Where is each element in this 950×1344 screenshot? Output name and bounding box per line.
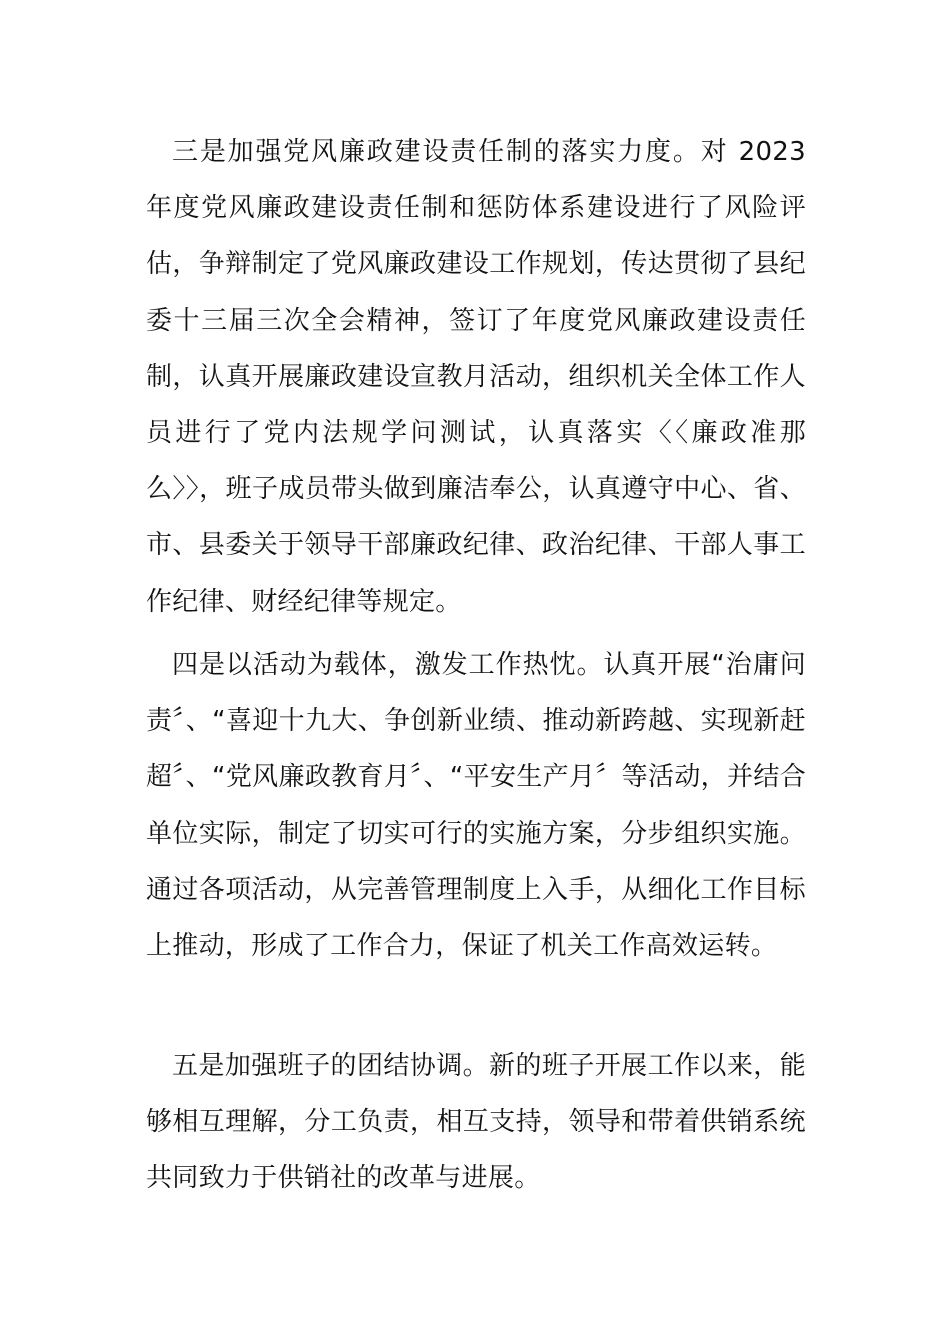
paragraph-team-unity: 五是加强班子的团结协调。新的班子开展工作以来，能够相互理解，分工负责，相互支持，领导和带着供销系统共同致力于供销社的改革与进展。: [146, 1051, 806, 1194]
paragraph-party-conduct: 三是加强党风廉政建设责任制的落实力度。对 2023 年度党风廉政建设责任制和惩防体系建设进行了风险评估，争辩制定了党风廉政建设工作规划，传达贯彻了县纪委十三届三次全会精神，签订了年度党风廉政建设责任制，认真开展廉政建设宣教月活动，组织机关全体工作人员进行了党内法规学问测试，认真落实〈〈廉政准那么〉〉，班子成员带头做到廉洁奉公，认真遵守中心、省、市、县委关于领导干部廉政纪律、政治纪律、干部人事工作纪律、财经纪律等规定。: [146, 137, 806, 617]
paragraph-activities: 四是以活动为载体，激发工作热忱。认真开展“治庸问责〞、“喜迎十九大、争创新业绩、推动新跨越、实现新赶超〞、“党风廉政教育月〞、“平安生产月〞等活动，并结合单位实际，制定了切实可行的实施方案，分步组织实施。通过各项活动，从完善管理制度上入手，从细化工作目标上推动，形成了工作合力，保证了机关工作高效运转。: [146, 650, 806, 962]
